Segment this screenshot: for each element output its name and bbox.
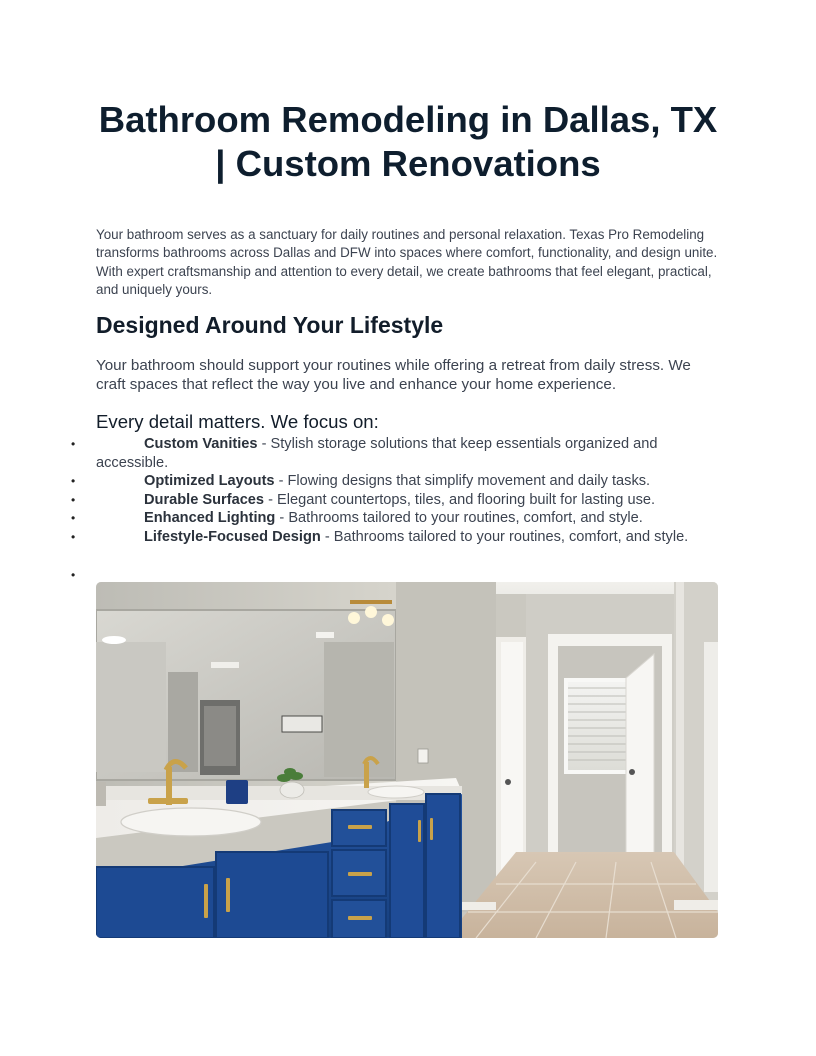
bullet-icon: • <box>71 474 76 488</box>
feature-term: Lifestyle-Focused Design <box>144 528 321 545</box>
bathroom-photo <box>96 582 718 938</box>
feature-term: Enhanced Lighting <box>144 510 276 526</box>
section-heading: Designed Around Your Lifestyle <box>96 312 444 338</box>
feature-term: Optimized Layouts <box>144 473 275 489</box>
feature-item <box>71 435 720 472</box>
feature-description: - Stylish storage solutions that keep essentials organized and accessible. <box>96 436 658 471</box>
feature-term: Custom Vanities <box>144 436 258 452</box>
bullet-icon: • <box>71 437 76 451</box>
feature-description: - Flowing designs that simplify movement and daily tasks. <box>274 473 651 489</box>
bullet-icon: • <box>71 511 76 525</box>
feature-description: - Bathrooms tailored to your routines, comfort, and style. <box>320 528 689 545</box>
section-paragraph: Your bathroom should support your routines while offering a retreat from daily stress. We craft spaces that reflect the way you live and enhance your home experience. <box>96 357 691 393</box>
feature-description: - Bathrooms tailored to your routines, comfort, and style. <box>275 510 643 526</box>
feature-item <box>71 472 720 491</box>
empty-bullet-icon: • <box>71 568 76 582</box>
bullet-icon: • <box>71 492 76 507</box>
feature-item <box>71 491 720 510</box>
feature-description: - Elegant countertops, tiles, and flooring built for lasting use. <box>264 491 656 508</box>
focus-lead: Every detail matters. We focus on: <box>96 411 379 432</box>
feature-item <box>71 509 720 528</box>
intro-paragraph: Your bathroom serves as a sanctuary for daily routines and personal relaxation. Texas Pro Remodeling transforms bathrooms across Dallas and DFW into spaces where comfort, functionality, and design unite. With expert craftsmanship and attention to every detail, we create bathrooms that feel elegant, practical, and uniquely yours. <box>96 227 718 298</box>
page-title: Bathroom Remodeling in Dallas, TX | Custom Renovations <box>98 99 718 184</box>
feature-list <box>71 435 720 546</box>
feature-item <box>71 528 720 547</box>
feature-term: Durable Surfaces <box>144 491 265 508</box>
bullet-icon: • <box>71 529 76 544</box>
